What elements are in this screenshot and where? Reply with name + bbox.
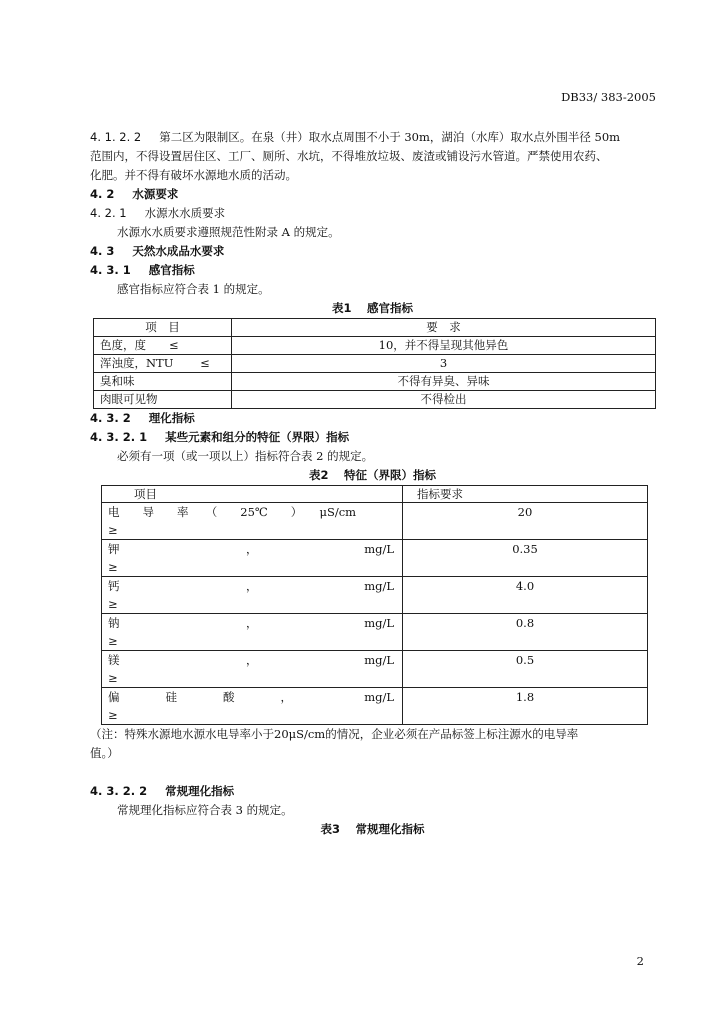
document-body — [90, 128, 655, 839]
section-number: 4. 2. 1 — [90, 206, 127, 220]
item-unit: mg/L — [364, 542, 394, 556]
section-title: 水源水水质要求 — [144, 206, 226, 220]
paragraph-line: 必须有一项（或一项以上）指标符合表 2 的规定。 — [117, 449, 374, 463]
table-cell: 3 — [232, 355, 656, 373]
table2-note-line: 值。） — [90, 746, 119, 760]
item-value: 0.35 — [403, 540, 648, 577]
section-4-2-heading — [90, 185, 655, 204]
section-title: 天然水成品水要求 — [132, 244, 225, 258]
table-row — [94, 337, 656, 355]
section-4-3-2-heading — [90, 409, 655, 428]
table-header-cell: 要 求 — [232, 319, 656, 337]
table-cell: 肉眼可见物 — [94, 391, 232, 409]
item-value: 0.5 — [403, 651, 648, 688]
section-title: 水源要求 — [132, 187, 179, 201]
section-title: 某些元素和组分的特征（界限）指标 — [165, 430, 350, 444]
item-name: 电 导 率 （ 25℃ ） μS/cm — [108, 505, 357, 519]
table-row — [102, 614, 648, 651]
item-comparator: ≥ — [108, 671, 118, 685]
item-comparator: ≥ — [108, 523, 118, 537]
item-comparator: ≥ — [108, 708, 118, 722]
item-value: 4.0 — [403, 577, 648, 614]
section-number: 4. 3. 2 — [90, 411, 131, 425]
table-cell: 浑浊度，NTU ≤ — [94, 355, 232, 373]
table-header-row — [94, 319, 656, 337]
table-cell: 色度，度 ≤ — [94, 337, 232, 355]
item-unit: mg/L — [364, 579, 394, 593]
section-4-3-2-2-heading — [90, 782, 655, 801]
table2-characteristic-indicators — [101, 485, 648, 725]
item-unit: mg/L — [364, 616, 394, 630]
table-header-cell: 项目 — [102, 486, 403, 503]
table-cell: 臭和味 — [94, 373, 232, 391]
table-row — [94, 355, 656, 373]
paragraph-line: 第二区为限制区。在泉（井）取水点周围不小于 30m，湖泊（水库）取水点外围半径 50m — [159, 130, 621, 144]
item-name: 偏 硅 酸 ， — [108, 690, 292, 704]
section-4-3-1-heading — [90, 261, 655, 280]
section-number: 4. 3. 2. 2 — [90, 784, 148, 798]
item-name: 钾 ， — [108, 542, 258, 556]
blank-line — [90, 763, 655, 782]
table-header-row — [102, 486, 648, 503]
section-number: 4. 3. 1 — [90, 263, 131, 277]
table1-caption: 表1 感官指标 — [331, 301, 413, 315]
table-row — [102, 651, 648, 688]
paragraph-line: 感官指标应符合表 1 的规定。 — [117, 282, 270, 296]
paragraph-line: 常规理化指标应符合表 3 的规定。 — [117, 803, 293, 817]
table-row — [102, 503, 648, 540]
section-title: 理化指标 — [148, 411, 195, 425]
item-comparator: ≥ — [108, 634, 118, 648]
item-comparator: ≥ — [108, 560, 118, 574]
table2-caption: 表2 特征（界限）指标 — [308, 468, 436, 482]
section-4-3-2-1-heading — [90, 428, 655, 447]
table-row — [102, 577, 648, 614]
section-number: 4. 3. 2. 1 — [90, 430, 148, 444]
section-number: 4. 2 — [90, 187, 115, 201]
paragraph-line: 水源水水质要求遵照规范性附录 A 的规定。 — [117, 225, 340, 239]
table-cell: 不得检出 — [232, 391, 656, 409]
section-4-3-heading — [90, 242, 655, 261]
section-4-1-2-2 — [90, 128, 655, 147]
section-title: 常规理化指标 — [165, 784, 235, 798]
table-row — [102, 688, 648, 725]
paragraph-line: 范围内，不得设置居住区、工厂、厕所、水坑，不得堆放垃圾、废渣或铺设污水管道。严禁使用农药、 — [90, 149, 608, 163]
item-unit: mg/L — [364, 653, 394, 667]
section-title: 感官指标 — [148, 263, 195, 277]
table-row — [94, 373, 656, 391]
document-code: DB33/ 383-2005 — [561, 90, 656, 104]
page-number: 2 — [636, 954, 644, 968]
table1-sensory-indicators — [93, 318, 656, 409]
table-cell: 不得有异臭、异味 — [232, 373, 656, 391]
table-header-cell: 指标要求 — [403, 486, 648, 503]
item-value: 20 — [403, 503, 648, 540]
paragraph-line: 化肥。并不得有破坏水源地水质的活动。 — [90, 168, 297, 182]
table2-note-line: （注：特殊水源地水源水电导率小于20μS/cm的情况，企业必须在产品标签上标注源水的电导率 — [90, 727, 579, 741]
item-value: 1.8 — [403, 688, 648, 725]
section-number: 4. 3 — [90, 244, 115, 258]
table-header-cell: 项 目 — [94, 319, 232, 337]
item-name: 钠 ， — [108, 616, 258, 630]
item-name: 钙 ， — [108, 579, 258, 593]
section-number: 4. 1. 2. 2 — [90, 130, 142, 144]
section-4-2-1-heading — [90, 204, 655, 223]
table3-caption: 表3 常规理化指标 — [320, 822, 425, 836]
item-comparator: ≥ — [108, 597, 118, 611]
table-row — [102, 540, 648, 577]
table-row — [94, 391, 656, 409]
item-name: 镁 ， — [108, 653, 258, 667]
table-cell: 10，并不得呈现其他异色 — [232, 337, 656, 355]
item-unit: mg/L — [364, 690, 394, 704]
item-value: 0.8 — [403, 614, 648, 651]
